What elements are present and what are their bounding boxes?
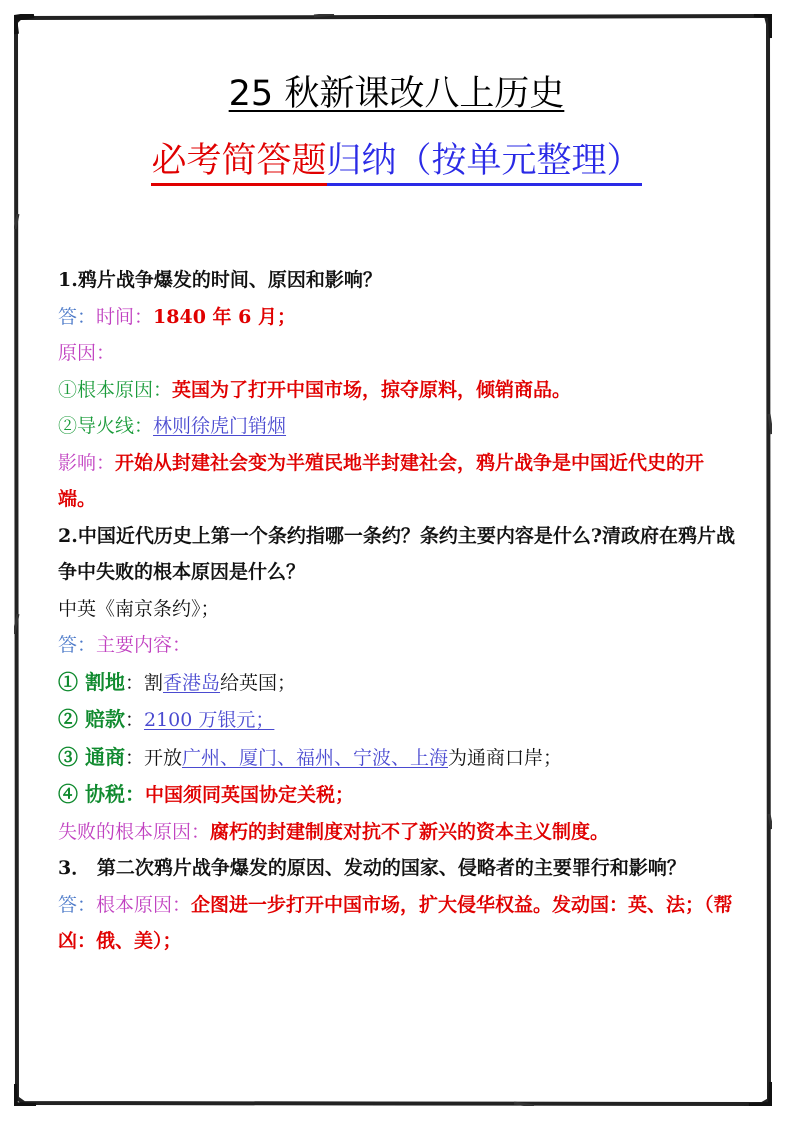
fuse-label: ②导火线：	[58, 415, 154, 437]
impact-label: 影响：	[58, 451, 116, 474]
document-subtitle	[0, 138, 793, 184]
q2-trade-line	[58, 739, 738, 777]
time-value: 1840 年 6 月；	[153, 305, 296, 328]
question-1: 1.鸦片战争爆发的时间、原因和影响？	[58, 269, 382, 291]
subtitle-red-part: 必考简答题	[151, 141, 326, 186]
q1-impact	[58, 445, 738, 518]
failure-value: 腐朽的封建制度对抗不了新兴的资本主义制度。	[210, 820, 610, 843]
q2-content-line	[58, 627, 738, 664]
root-cause-label: ①根本原因：	[58, 378, 173, 401]
treaty-name: 中英《南京条约》；	[58, 597, 220, 620]
cede-pre: 割	[143, 671, 163, 694]
tariff-label: ④ 协税：	[58, 782, 145, 806]
subtitle-blue-part: 归纳（按单元整理）	[327, 141, 642, 186]
cede-post: 给英国；	[220, 671, 297, 694]
content-label: 主要内容：	[96, 634, 192, 656]
cause-label: 原因：	[58, 342, 116, 364]
document-body	[58, 262, 738, 960]
indemnity-label: ② 赔款	[58, 707, 125, 731]
q2-indemnity-line	[58, 701, 738, 739]
indemnity-value: 2100 万银元；	[143, 709, 275, 731]
q2-failure-line	[58, 814, 738, 851]
tariff-value: 中国须同英国协定关税；	[144, 784, 354, 806]
indemnity-colon: ：	[124, 709, 144, 731]
time-label: 时间：	[96, 305, 154, 328]
cede-link: 香港岛	[163, 671, 221, 694]
question-2: 2.中国近代历史上第一个条约指哪一条约？条约主要内容是什么?清政府在鸦片战争中失败的根本原因是什么？	[58, 524, 735, 583]
trade-colon: ：开放	[124, 746, 182, 769]
root-cause-value: 英国为了打开中国市场，掠夺原料，倾销商品。	[172, 378, 572, 401]
q3-answer	[58, 887, 738, 960]
answer-prefix: 答：	[58, 305, 97, 328]
cede-colon: ：	[124, 671, 144, 694]
q3-root-label: 根本原因：	[96, 893, 192, 916]
trade-post: 为通商口岸；	[448, 746, 563, 769]
q3-root-value: 企图进一步打开中国市场，扩大侵华权益。发动国：英、法；（帮凶：俄、美）；	[58, 893, 733, 952]
answer-prefix: 答：	[58, 893, 97, 916]
trade-ports: 广州、厦门、福州、宁波、上海	[181, 746, 448, 769]
impact-value: 开始从封建社会变为半殖民地半封建社会，鸦片战争是中国近代史的开端。	[58, 451, 705, 510]
cede-label: ① 割地	[58, 669, 125, 694]
trade-label: ③ 通商	[58, 744, 125, 769]
q1-fuse-line	[58, 408, 738, 445]
q2-tariff-line	[58, 776, 738, 814]
question-3: 3． 第二次鸦片战争爆发的原因、发动的国家、侵略者的主要罪行和影响？	[58, 857, 686, 879]
document-title	[0, 72, 793, 116]
answer-prefix: 答：	[58, 634, 97, 656]
q1-root-cause-line	[58, 372, 738, 409]
fuse-value: 林则徐虎门销烟	[153, 415, 287, 437]
q1-time-line	[58, 299, 738, 336]
q2-cede-line	[58, 664, 738, 702]
failure-label: 失败的根本原因：	[58, 820, 211, 843]
title-line-1: 25 秋新课改八上历史	[228, 74, 565, 114]
